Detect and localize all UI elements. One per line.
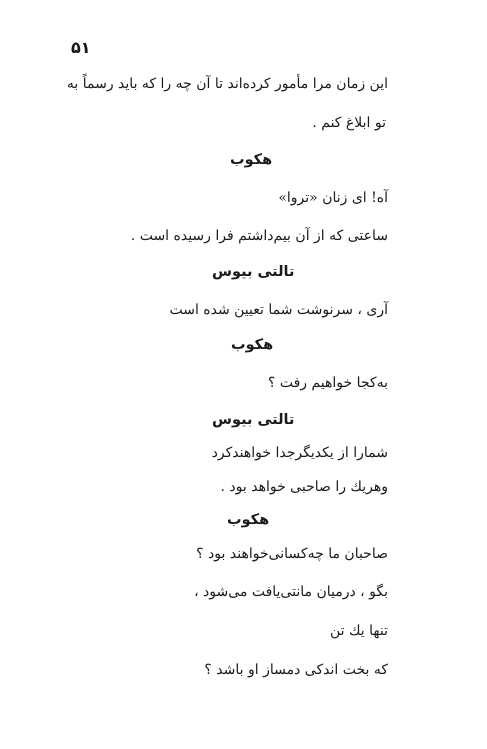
text-line-12: که بخت اندکی دمساز او باشد ؟ <box>204 662 388 678</box>
speaker-talthybius-1: تالتی بیوس <box>212 264 295 280</box>
speaker-hecuba-1: هکوب <box>230 152 273 168</box>
text-line-5: آری ، سرنوشت شما تعیین شده است <box>169 302 388 318</box>
text-line-7: شمارا از یکدیگرجدا خواهندکرد <box>211 445 388 461</box>
speaker-hecuba-2: هکوب <box>231 337 274 353</box>
speaker-hecuba-3: هکوب <box>227 512 270 528</box>
text-line-9: صاحبان ما چه‌کسانی‌خواهند بود ؟ <box>196 546 388 562</box>
text-line-8: وهریك را صاحبی خواهد بود . <box>220 479 388 495</box>
text-line-4: ساعتی که از آن بیم‌داشتم فرا رسیده است . <box>130 228 388 244</box>
text-line-6: به‌کجا خواهیم رفت ؟ <box>267 375 388 391</box>
page-number: ۵۱ <box>71 38 91 57</box>
text-line-2: تو ابلاغ کنم . <box>312 115 386 131</box>
text-line-3: آه! ای زنان «تروا» <box>278 190 388 206</box>
speaker-talthybius-2: تالتی بیوس <box>212 412 295 428</box>
text-line-1: این زمان مرا مأمور کرده‌اند تا آن چه را که باید رسماً به <box>66 76 388 92</box>
text-line-10: بگو ، درمیان ما‌نتی‌یافت می‌شود ، <box>194 584 388 600</box>
text-line-11: تنها یك تن <box>330 623 388 639</box>
